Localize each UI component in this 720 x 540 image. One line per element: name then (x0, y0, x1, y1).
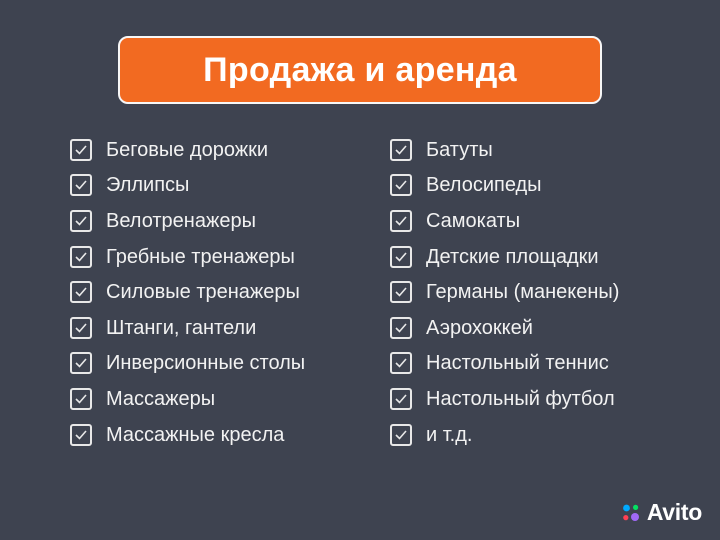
list-item-label: Германы (манекены) (426, 281, 620, 304)
checkbox-icon[interactable] (70, 352, 92, 374)
list-item-label: Массажеры (106, 387, 216, 410)
list-item[interactable] (70, 168, 390, 204)
list-item[interactable] (390, 239, 680, 275)
list-item-label: Детские площадки (426, 245, 599, 268)
list-item[interactable] (390, 417, 680, 453)
watermark (621, 499, 702, 526)
list-item-label: Велосипеды (426, 174, 542, 197)
list-item-label: Настольный теннис (426, 352, 609, 375)
checkbox-icon[interactable] (390, 281, 412, 303)
list-item-label: Массажные кресла (106, 423, 285, 446)
list-item[interactable] (70, 310, 390, 346)
list-item-label: и т.д. (426, 423, 473, 446)
checklist-column-left (70, 132, 390, 452)
list-item-label: Батуты (426, 138, 493, 161)
checkbox-icon[interactable] (390, 317, 412, 339)
checkbox-icon[interactable] (70, 424, 92, 446)
checkbox-icon[interactable] (70, 281, 92, 303)
list-item[interactable] (390, 168, 680, 204)
checklist-columns (70, 132, 680, 452)
list-item[interactable] (70, 346, 390, 382)
checkbox-icon[interactable] (70, 210, 92, 232)
checkbox-icon[interactable] (390, 139, 412, 161)
watermark-text: Avito (646, 499, 702, 525)
checklist-column-right (390, 132, 680, 452)
list-item[interactable] (70, 239, 390, 275)
checkbox-icon[interactable] (390, 210, 412, 232)
checkbox-icon[interactable] (390, 174, 412, 196)
checkbox-icon[interactable] (70, 317, 92, 339)
list-item-label: Инверсионные столы (106, 352, 306, 375)
list-item[interactable] (390, 274, 680, 310)
list-item[interactable] (390, 203, 680, 239)
list-item[interactable] (390, 132, 680, 168)
list-item[interactable] (70, 132, 390, 168)
list-item[interactable] (70, 381, 390, 417)
title-banner (118, 36, 602, 104)
list-item-label: Штанги, гантели (106, 316, 257, 339)
checkbox-icon[interactable] (70, 388, 92, 410)
checkbox-icon[interactable] (70, 246, 92, 268)
avito-logo-icon (621, 503, 641, 523)
list-item-label: Настольный футбол (426, 387, 615, 410)
page-title: Продажа и аренда (203, 51, 517, 89)
checkbox-icon[interactable] (390, 352, 412, 374)
list-item-label: Эллипсы (106, 174, 190, 197)
list-item-label: Беговые дорожки (106, 138, 269, 161)
checkbox-icon[interactable] (390, 246, 412, 268)
checkbox-icon[interactable] (70, 139, 92, 161)
list-item-label: Велотренажеры (106, 209, 256, 232)
list-item[interactable] (70, 203, 390, 239)
checkbox-icon[interactable] (390, 388, 412, 410)
list-item-label: Аэрохоккей (426, 316, 533, 339)
list-item[interactable] (390, 346, 680, 382)
checkbox-icon[interactable] (70, 174, 92, 196)
list-item[interactable] (390, 310, 680, 346)
list-item[interactable] (70, 417, 390, 453)
checkbox-icon[interactable] (390, 424, 412, 446)
list-item-label: Гребные тренажеры (106, 245, 295, 268)
list-item[interactable] (390, 381, 680, 417)
list-item-label: Самокаты (426, 209, 521, 232)
list-item[interactable] (70, 274, 390, 310)
list-item-label: Силовые тренажеры (106, 281, 300, 304)
